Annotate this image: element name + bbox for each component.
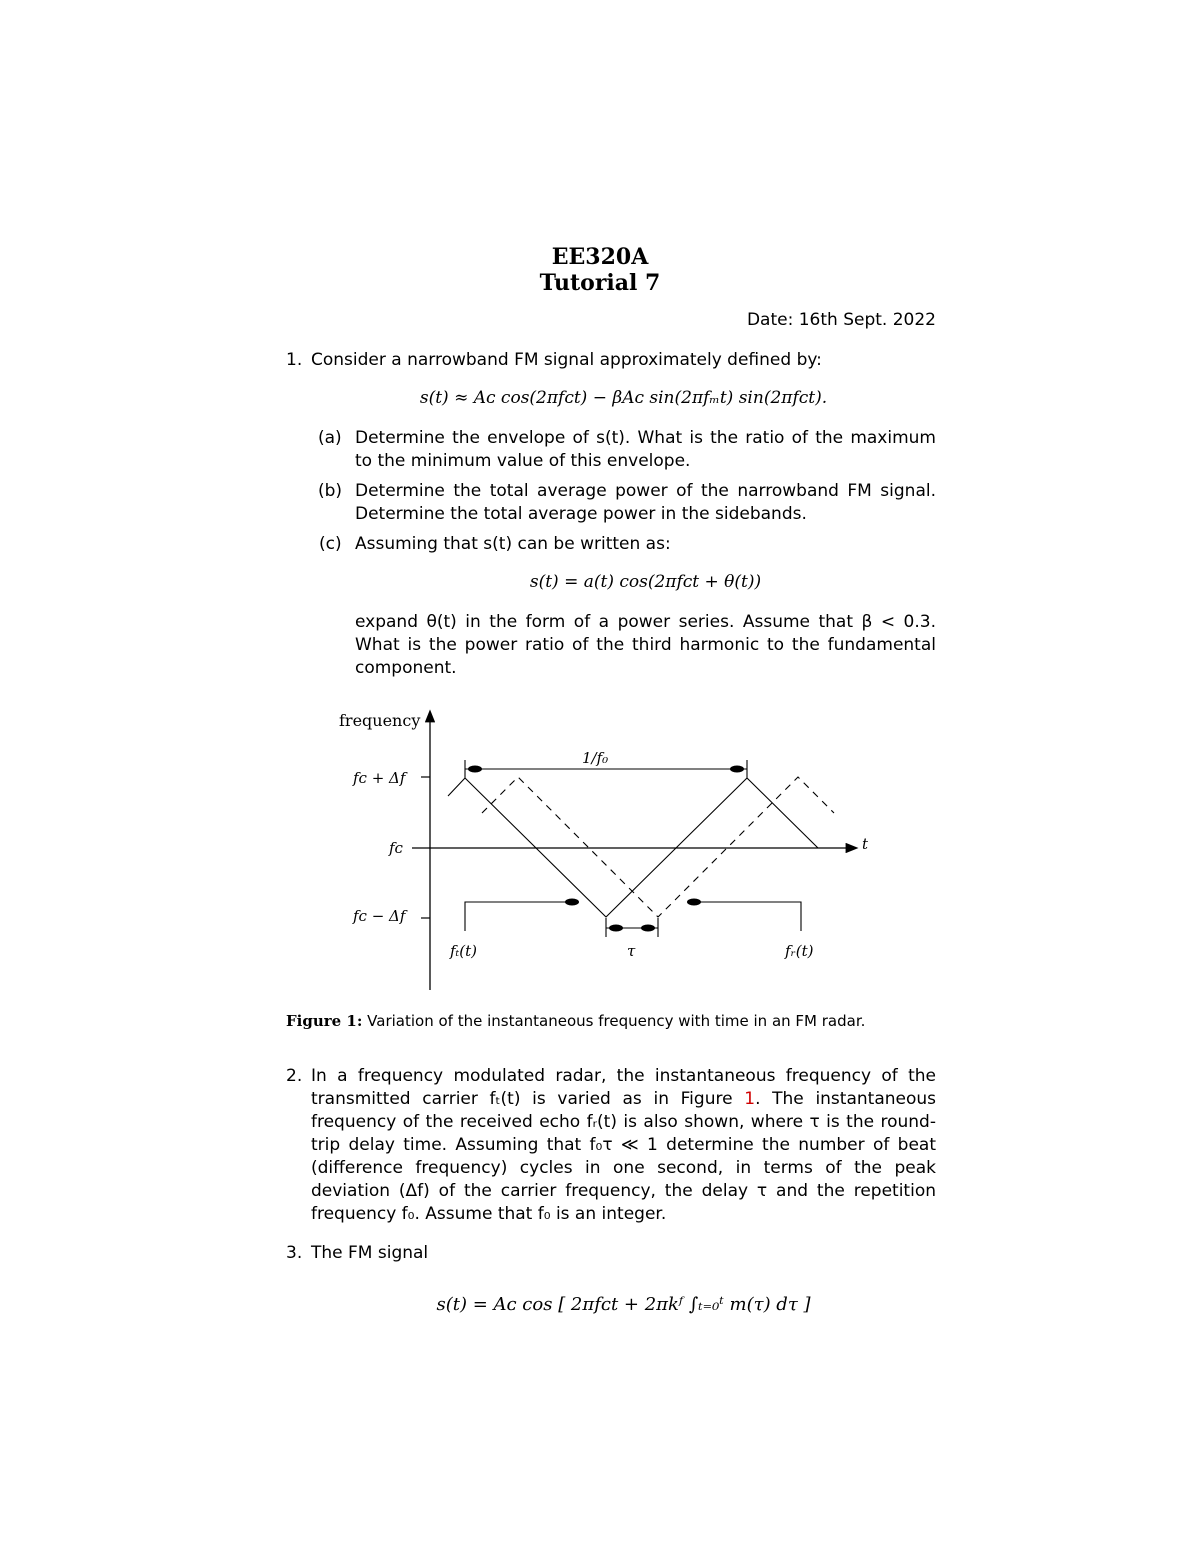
q1b-text: Determine the total average power of the narrowband FM signal. Determine the total average power in the sidebands. xyxy=(355,481,936,524)
date-line: Date: 16th Sept. 2022 xyxy=(746,310,936,330)
q2-number: 2. xyxy=(286,1066,303,1086)
tick-bottom-label: fᴄ − Δf xyxy=(353,907,406,925)
figure-caption xyxy=(286,1012,966,1030)
q3-equation: s(t) = Aᴄ cos [ 2πfᴄt + 2πkᶠ ∫ₜ₌₀ᵗ m(τ) dτ ] xyxy=(436,1294,811,1315)
delay-arrow-left xyxy=(609,925,623,932)
y-axis-label: frequency xyxy=(339,711,421,730)
period-label: 1/f₀ xyxy=(582,749,609,767)
q2-text-before: In a frequency modulated radar, the instantaneous frequency of the transmitted carrier fₜ(t) is varied as in Figure xyxy=(311,1066,936,1109)
q1b-label: (b) xyxy=(318,481,343,501)
tx-pointer-arrow xyxy=(565,899,579,906)
figure-caption-label: Figure 1: xyxy=(286,1012,363,1030)
delay-arrow-right xyxy=(641,925,655,932)
rx-pointer-arrow xyxy=(687,899,701,906)
tx-label: fₜ(t) xyxy=(450,942,477,960)
tick-top-label: fᴄ + Δf xyxy=(353,769,406,787)
q1a-label: (a) xyxy=(318,428,342,448)
q1-equation: s(t) ≈ Aᴄ cos(2πfᴄt) − βAᴄ sin(2πfₘt) sin(2πfᴄt). xyxy=(419,388,828,408)
q2-text xyxy=(311,1065,936,1226)
q2-text-after: . The instantaneous frequency of the received echo fᵣ(t) is also shown, where τ is the round-trip delay time. Assuming that f₀τ ≪ 1 determine the number of beat (difference frequency) cycles in one second, in terms of the peak deviation (Δf) of the carrier frequency, the delay τ and the repetition frequency f₀. Assume that f₀ is an integer. xyxy=(311,1089,936,1224)
tutorial-title: Tutorial 7 xyxy=(539,270,661,296)
tx-pointer xyxy=(465,902,568,931)
q1c-label: (c) xyxy=(319,534,342,554)
q3-intro: The FM signal xyxy=(311,1243,429,1263)
q1c-equation: s(t) = a(t) cos(2πfᴄt + θ(t)) xyxy=(529,572,762,592)
q3-number: 3. xyxy=(286,1243,303,1263)
q1a-text: Determine the envelope of s(t). What is the ratio of the maximum to the minimum value of this envelope. xyxy=(355,428,936,471)
figure-ref-link[interactable]: 1 xyxy=(744,1089,756,1109)
rx-pointer xyxy=(698,902,801,931)
q1-intro: Consider a narrowband FM signal approximately defined by: xyxy=(311,350,822,370)
course-code: EE320A xyxy=(551,244,649,270)
period-arrow-right xyxy=(730,766,744,773)
tick-mid-label: fᴄ xyxy=(389,839,403,857)
figure-caption-text: Variation of the instantaneous frequency with time in an FM radar. xyxy=(367,1012,866,1030)
q1c-text: Assuming that s(t) can be written as: xyxy=(355,534,671,554)
x-axis-label: t xyxy=(862,835,869,853)
delay-label: τ xyxy=(627,942,636,960)
q1-number: 1. xyxy=(286,350,303,370)
q1c-text2: expand θ(t) in the form of a power series. Assume that β < 0.3. What is the power ratio of the third harmonic to the fundamental component. xyxy=(355,612,936,678)
period-arrow-left xyxy=(468,766,482,773)
rx-label: fᵣ(t) xyxy=(785,942,814,960)
